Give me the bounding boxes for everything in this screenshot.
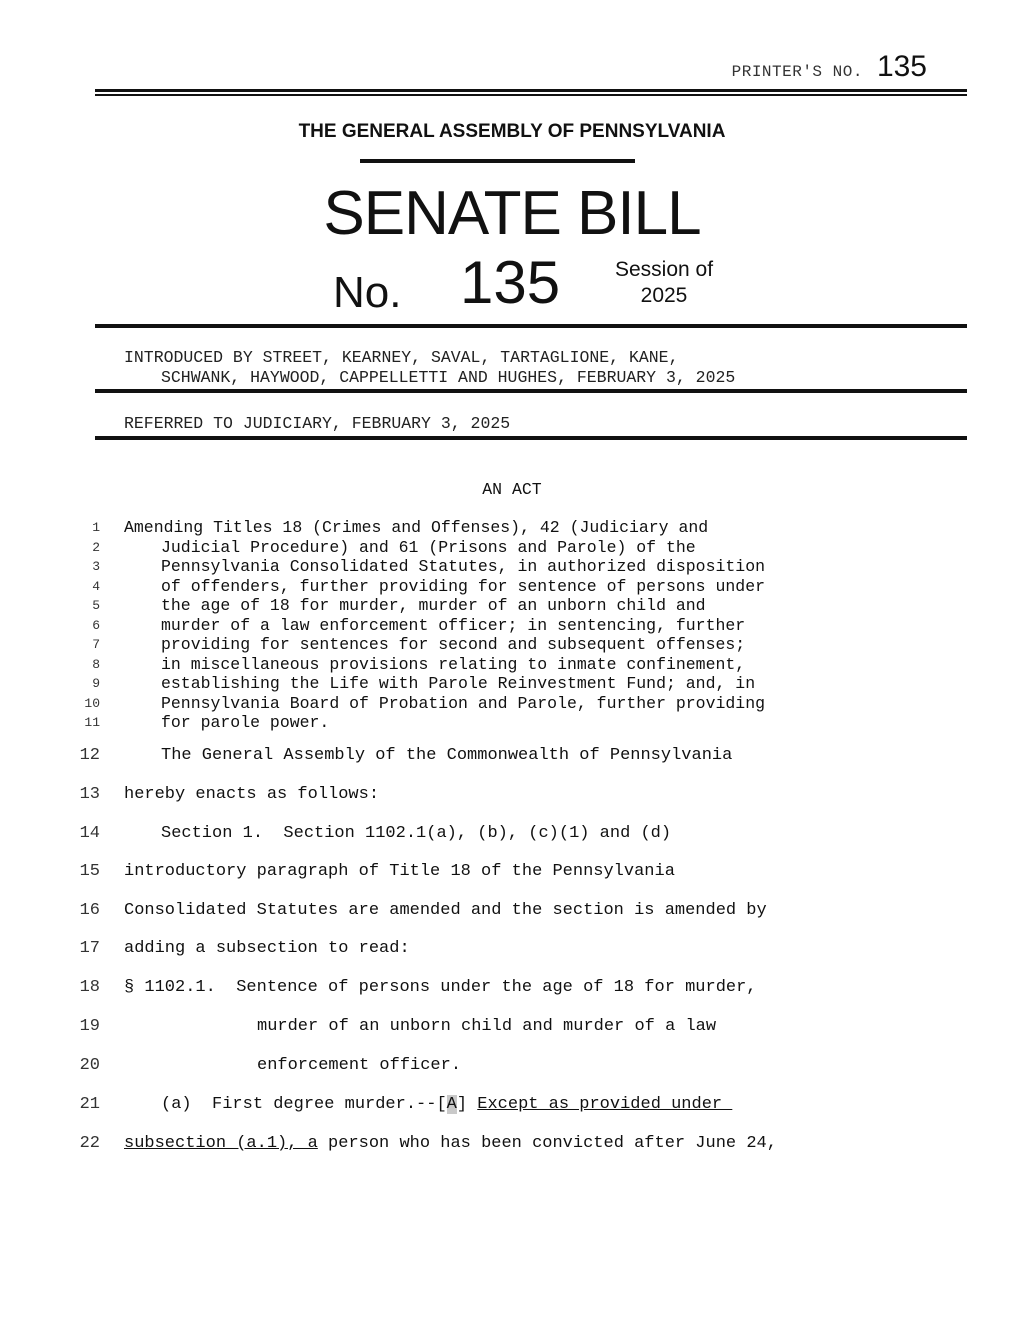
line-text: providing for sentences for second and subsequent offenses; <box>161 635 746 654</box>
sponsor-rule-bottom <box>95 389 967 393</box>
sponsor-rule-top <box>95 324 967 328</box>
bill-number-label: No. <box>333 268 402 317</box>
line-number: 2 <box>92 539 100 555</box>
line-text: The General Assembly of the Commonwealth of Pennsylvania <box>161 746 733 765</box>
deleted-text: A <box>446 1095 457 1114</box>
heading-divider <box>360 159 635 163</box>
line-number: 9 <box>92 676 100 691</box>
line-text <box>161 1095 732 1114</box>
line-text: Pennsylvania Board of Probation and Parole, further providing <box>161 693 765 713</box>
printers-number-label: PRINTER'S NO. <box>731 63 863 81</box>
line-text: hereby enacts as follows: <box>124 785 380 804</box>
line-number: 4 <box>92 578 100 594</box>
session-year <box>605 257 723 309</box>
bill-type-title: SENATE BILL <box>323 179 701 248</box>
line-text: enforcement officer. <box>257 1056 462 1075</box>
line-text: Section 1. Section 1102.1(a), (b), (c)(1) and (d) <box>161 824 672 843</box>
header-double-rule-top <box>95 89 967 92</box>
line-number: 19 <box>79 1017 100 1036</box>
printers-number <box>732 50 927 84</box>
inserted-text: Except as provided under <box>477 1095 733 1114</box>
line-number: 11 <box>84 715 100 730</box>
line-text: in miscellaneous provisions relating to inmate confinement, <box>161 654 746 674</box>
bracket-close: ] <box>456 1095 478 1114</box>
printers-number-value: 135 <box>876 50 927 83</box>
referred-to: REFERRED TO JUDICIARY, FEBRUARY 3, 2025 <box>124 414 511 433</box>
line-number: 14 <box>79 824 100 843</box>
line-number: 1 <box>92 520 100 535</box>
introduced-by <box>124 348 735 387</box>
line-number: 20 <box>79 1056 100 1075</box>
line-text: Pennsylvania Consolidated Statutes, in authorized disposition <box>161 557 765 576</box>
line-number: 22 <box>79 1134 100 1153</box>
line-number: 18 <box>79 978 100 997</box>
inserted-text: subsection (a.1), a <box>124 1134 318 1153</box>
line-text: Judicial Procedure) and 61 (Prisons and Parole) of the <box>161 537 696 557</box>
subsection-a-label: (a) First degree murder.--[ <box>161 1095 447 1114</box>
bill-number: 135 <box>460 249 561 316</box>
session-label: Session of <box>614 258 714 281</box>
line-text: for parole power. <box>161 713 330 732</box>
line-text <box>124 1134 777 1153</box>
referral-rule <box>95 436 967 440</box>
line-number: 10 <box>84 695 100 711</box>
introduced-line-1: INTRODUCED BY STREET, KEARNEY, SAVAL, TARTAGLIONE, KANE, <box>124 348 679 367</box>
line-number: 16 <box>79 901 100 920</box>
line-text: Amending Titles 18 (Crimes and Offenses), 42 (Judiciary and <box>124 518 709 537</box>
line-number: 15 <box>79 862 100 881</box>
line-number: 12 <box>79 746 100 765</box>
line-text: introductory paragraph of Title 18 of the Pennsylvania <box>124 862 675 881</box>
line-number: 13 <box>79 785 100 804</box>
line-text: Consolidated Statutes are amended and the section is amended by <box>124 901 767 920</box>
act-heading: AN ACT <box>482 480 542 499</box>
line-text-rest: person who has been convicted after June 24, <box>317 1134 777 1153</box>
session-year-value: 2025 <box>640 284 688 307</box>
line-number: 5 <box>92 598 100 613</box>
line-number: 7 <box>92 637 100 652</box>
line-text: of offenders, further providing for sentence of persons under <box>161 576 765 596</box>
introduced-line-2: SCHWANK, HAYWOOD, CAPPELLETTI AND HUGHES, FEBRUARY 3, 2025 <box>161 367 736 387</box>
line-number: 6 <box>92 617 100 633</box>
line-text: adding a subsection to read: <box>124 939 410 958</box>
general-assembly-heading: THE GENERAL ASSEMBLY OF PENNSYLVANIA <box>298 121 726 142</box>
header-double-rule-bottom <box>95 94 967 96</box>
line-number: 17 <box>79 939 100 958</box>
line-text: murder of an unborn child and murder of a law <box>257 1017 717 1036</box>
line-text: § 1102.1. Sentence of persons under the age of 18 for murder, <box>124 978 757 997</box>
line-number: 8 <box>92 656 100 672</box>
line-text: establishing the Life with Parole Reinvestment Fund; and, in <box>161 674 756 693</box>
line-text: the age of 18 for murder, murder of an unborn child and <box>161 596 706 615</box>
line-number: 21 <box>79 1095 100 1114</box>
line-text: murder of a law enforcement officer; in sentencing, further <box>161 615 746 635</box>
line-number: 3 <box>92 559 100 574</box>
